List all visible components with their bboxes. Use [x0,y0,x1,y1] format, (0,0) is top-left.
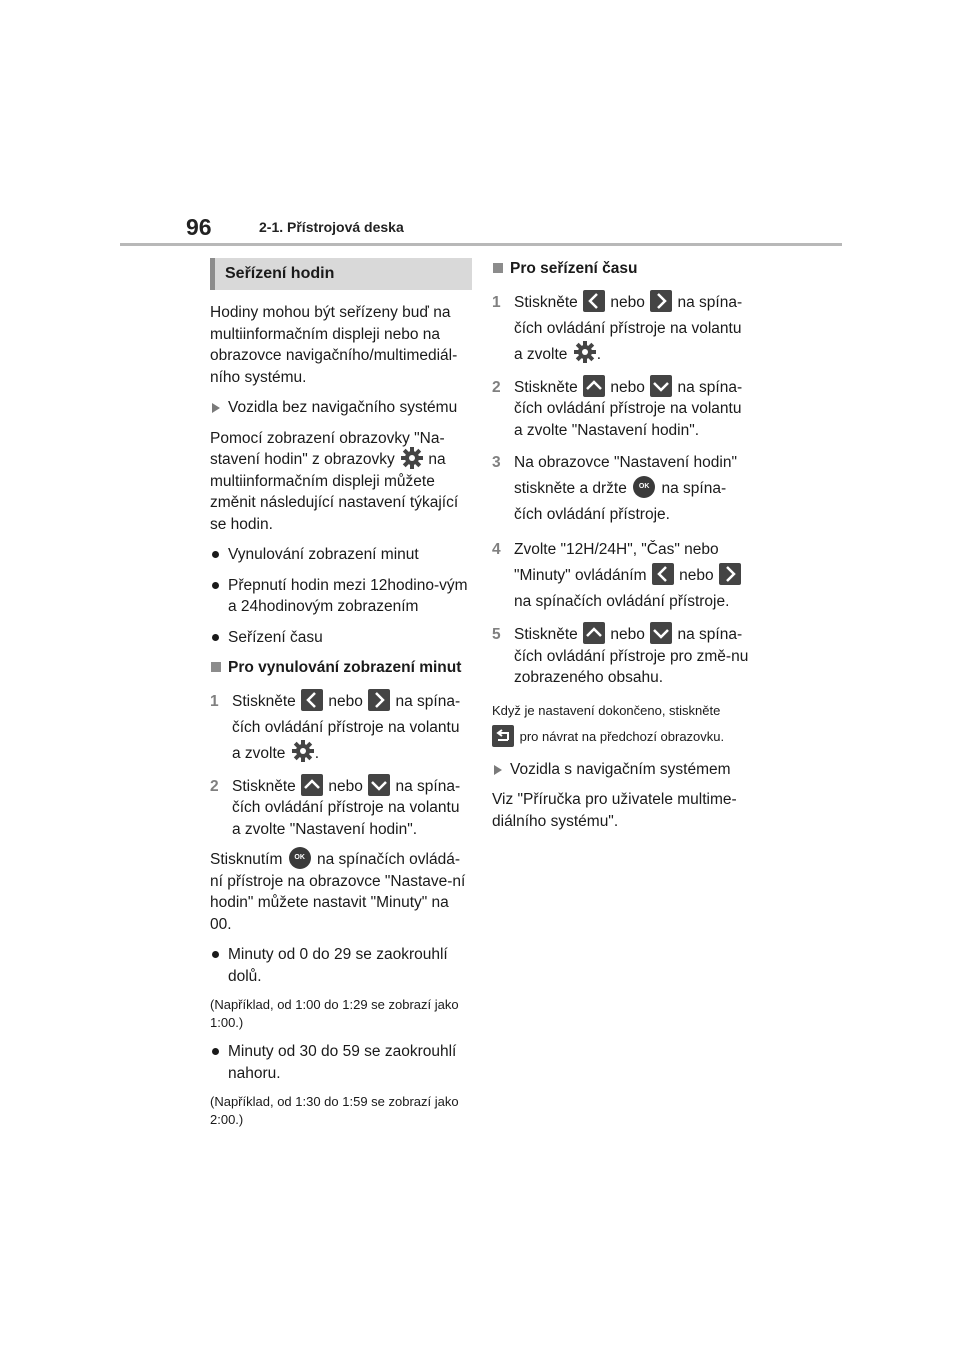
step-number: 1 [492,293,501,311]
step-number: 5 [492,626,501,643]
step-number: 1 [210,692,219,710]
ok-button-icon: OK [289,847,311,869]
settings-paragraph: Pomocí zobrazení obrazovky "Na-stavení hodin" z obrazovky na multiinformačním displeji můžete změnit následující nastavení týkající se hodin. [210,429,459,533]
bullet-item: Minuty od 0 do 29 se zaokrouhlí dolů. [210,944,472,987]
example-note: (Například, od 1:30 do 1:59 se zobrazí jako 2:00.) [210,1094,459,1127]
bullet-item: Seřízení času [210,627,472,649]
ok-paragraph: Stisknutím OK na spínačích ovládá-ní přístroje na obrazovce "Nastave-ní hodin" můžete nastavit "Minuty" na 00. [210,849,472,935]
step-3: 3 Na obrazovce "Nastavení hodin" stiskněte a držte OK na spína-čích ovládání přístroje. [492,450,754,528]
subheading-set-time: Pro seřízení času [492,258,754,280]
chevron-down-icon [368,774,390,796]
section-heading: Seřízení hodin [225,265,335,283]
chevron-up-icon [583,375,605,397]
reference-paragraph: Viz "Příručka pro uživatele multime-diálního systému". [492,791,737,830]
step-number: 3 [492,454,501,471]
section-box [210,258,472,290]
chevron-up-icon [301,774,323,796]
chevron-left-icon [583,290,605,312]
step-1: 1 Stiskněte nebo na spína-čích ovládání přístroje na volantu a zvolte . [492,290,754,368]
intro-paragraph: Hodiny mohou být seřízeny buď na multiinformačním displeji nebo na obrazovce navigačního/multimediál-ního systému. [210,304,458,386]
right-column [492,258,754,841]
step-4: 4 Zvolte "12H/24H", "Čas" nebo "Minuty" ovládáním nebo na spínačích ovládání přístroje. [492,537,754,615]
bullet-item: Přepnutí hodin mezi 12hodino-vým a 24hodinovým zobrazením [210,575,472,618]
bullet-item: Minuty od 30 do 59 se zaokrouhlí nahoru. [210,1041,472,1084]
gear-icon [400,446,424,470]
chevron-up-icon [583,622,605,644]
step-2: 2 Stiskněte nebo na spína-čích ovládání přístroje na volantu a zvolte "Nastavení hodin". [210,776,472,841]
chevron-right-icon [650,290,672,312]
example-note: (Například, od 1:00 do 1:29 se zobrazí jako 1:00.) [210,997,459,1030]
chevron-down-icon [650,622,672,644]
ok-button-icon: OK [633,476,655,498]
chevron-right-icon [719,563,741,585]
chevron-down-icon [650,375,672,397]
step-5: 5 Stiskněte nebo na spína-čích ovládání přístroje pro změ-nu zobrazeného obsahu. [492,624,754,689]
left-column [210,258,472,1138]
bullet-item: Vynulování zobrazení minut [210,544,472,566]
step-number: 2 [210,777,219,795]
page-number: 96 [186,214,212,240]
step-number: 4 [492,541,501,558]
arrow-item-with-nav: Vozidla s navigačním systémem [492,759,754,781]
gear-icon [291,739,315,763]
step-number: 2 [492,378,501,396]
section-title-header: 2-1. Přístrojová deska [259,219,404,235]
completion-note: Když je nastavení dokončeno, stiskněte pro návrat na předchozí obrazovku. [492,698,754,750]
chevron-left-icon [301,689,323,711]
step-2: 2 Stiskněte nebo na spína-čích ovládání přístroje na volantu a zvolte "Nastavení hodin". [492,377,754,442]
chevron-right-icon [368,689,390,711]
subheading-reset-minutes: Pro vynulování zobrazení minut [210,657,472,679]
header-rule [120,243,842,246]
back-icon [492,725,514,747]
arrow-item-no-nav: Vozidla bez navigačního systému [210,397,472,419]
chevron-left-icon [652,563,674,585]
step-1: 1 Stiskněte nebo na spína-čích ovládání přístroje na volantu a zvolte . [210,689,472,767]
gear-icon [573,340,597,364]
